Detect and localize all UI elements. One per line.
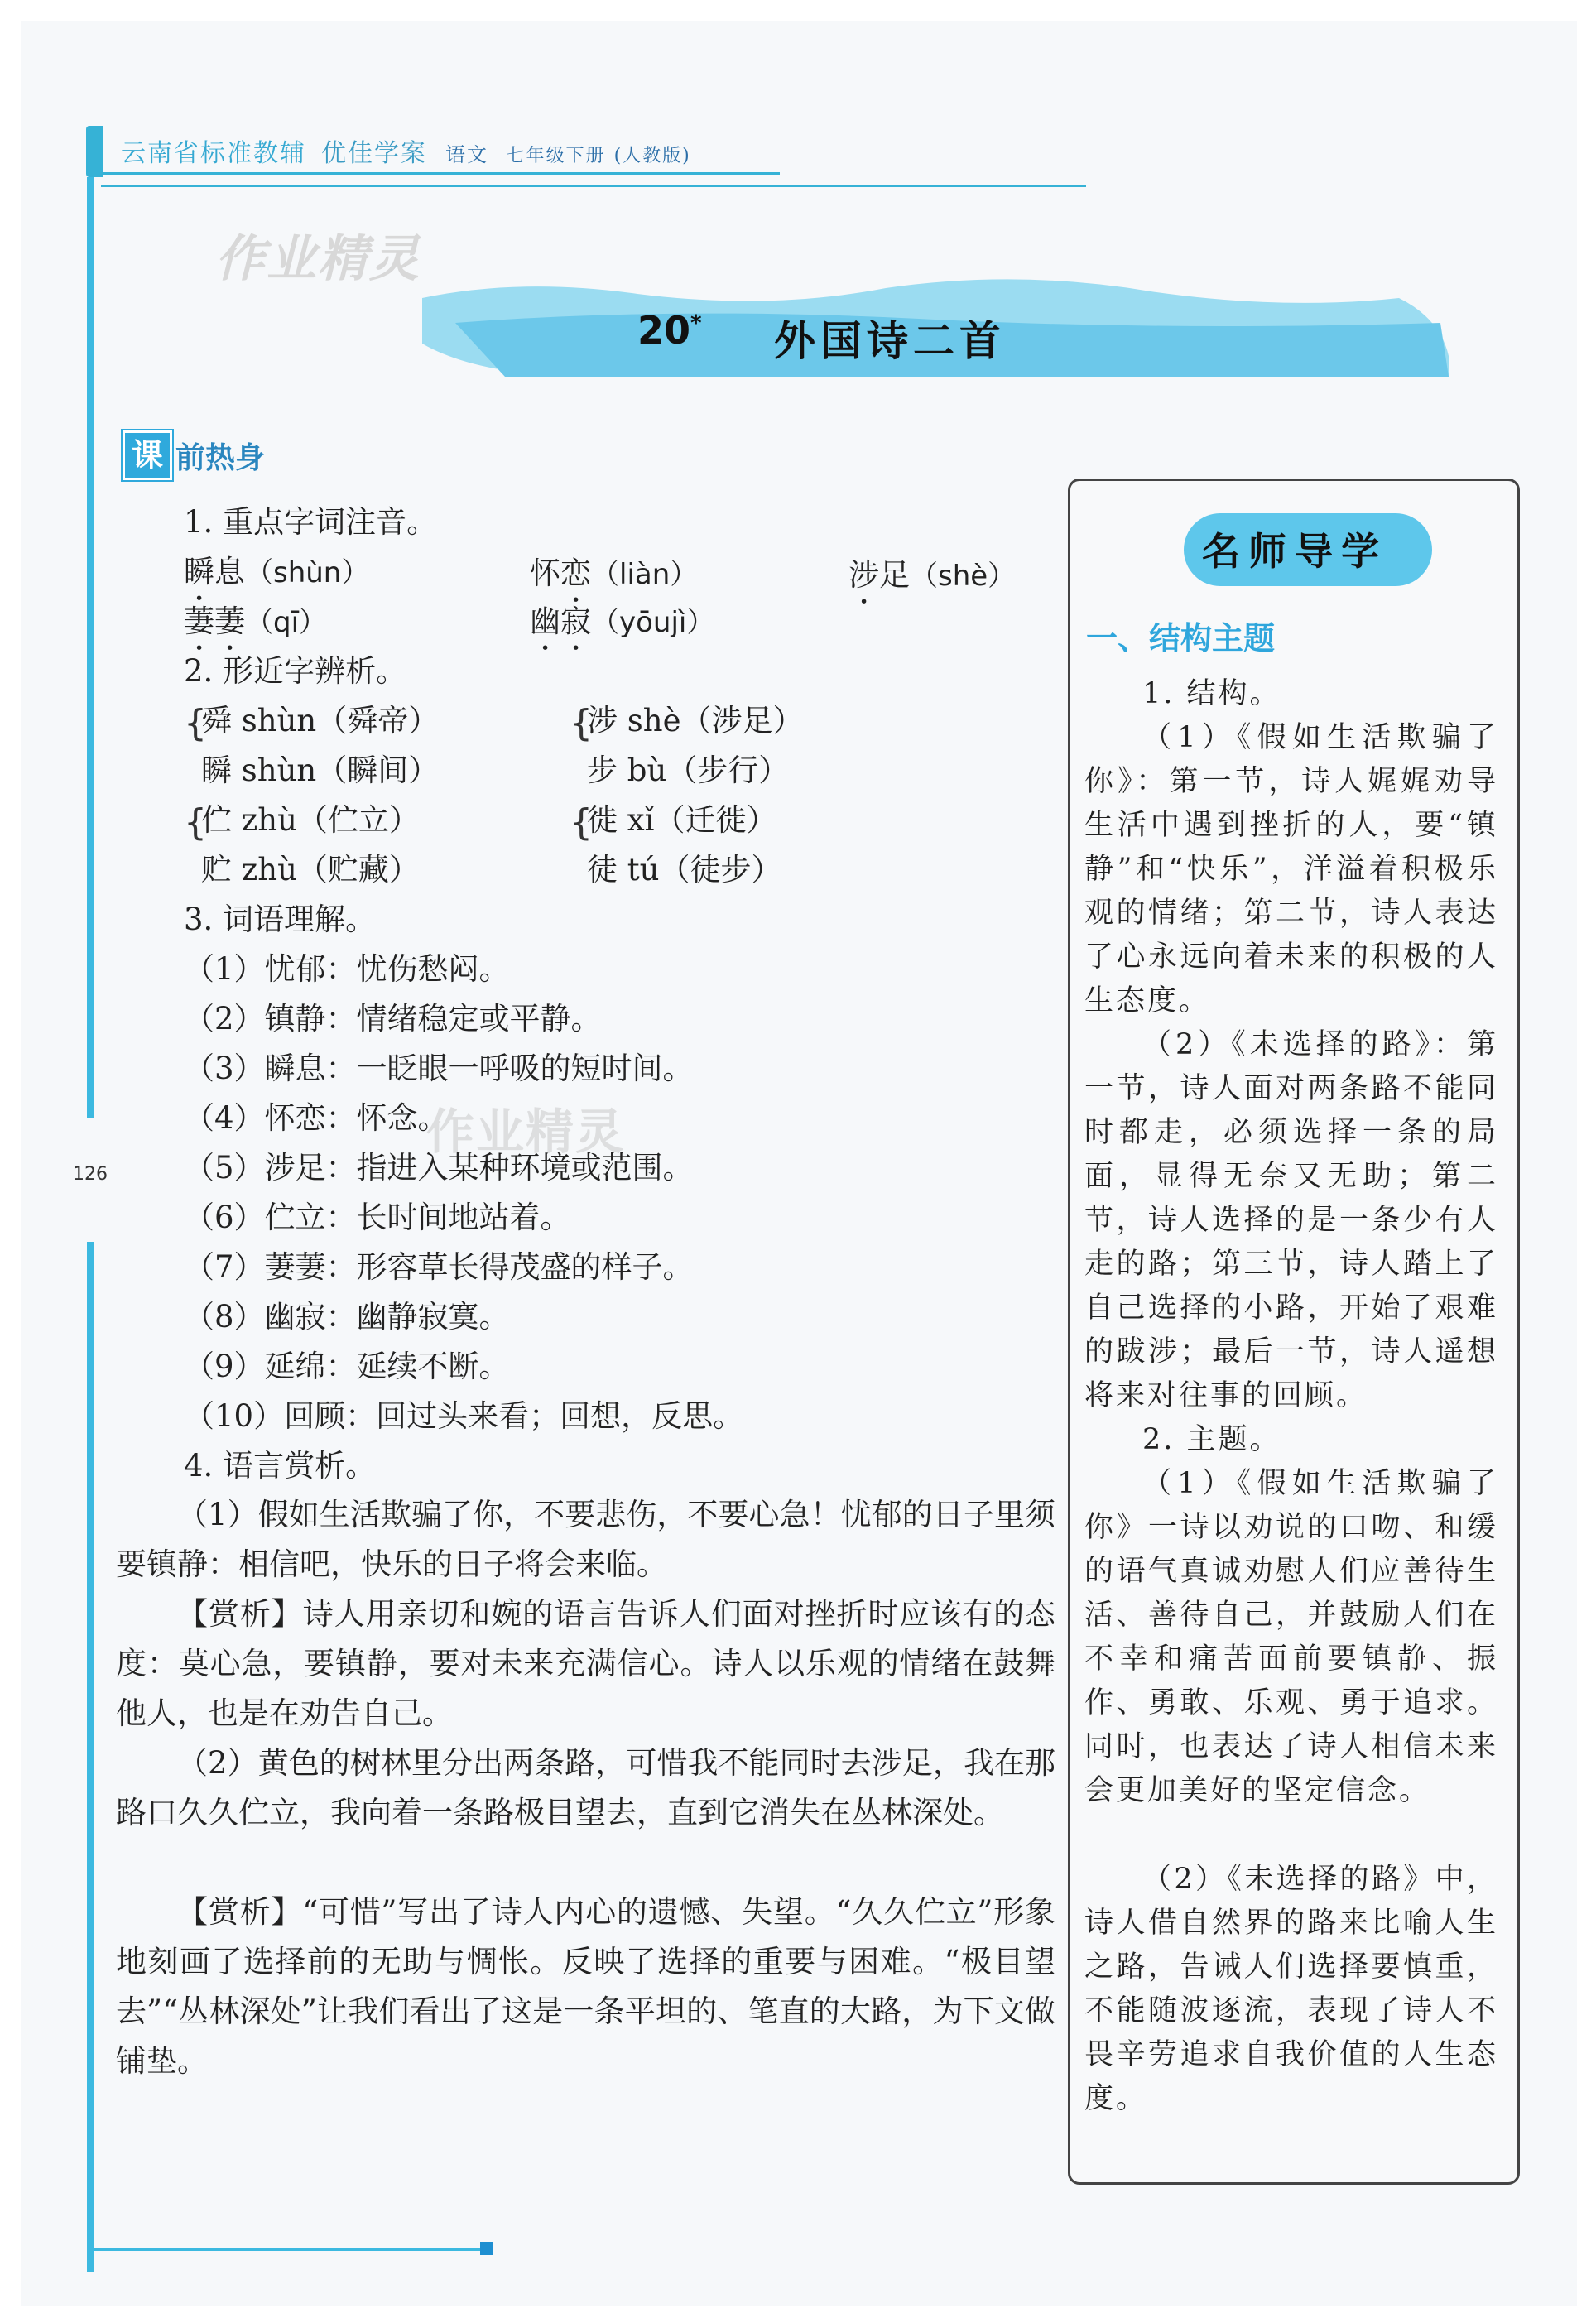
brace-icon: { [570,801,593,844]
panel-paragraph: （2）《未选择的路》中，诗人借自然界的路来比喻人生之路，告诫人们选择要慎重，不能随波逐流，表现了诗人不畏辛劳追求自我价值的人生态度。 [1084,1863,1498,2115]
q2-pair-item: 步 bù（步行） [587,753,790,788]
header-edition: (人教版) [613,146,691,166]
q3-item: （7）萋萋：形容草长得茂盛的样子。 [184,1249,694,1285]
footer-square [480,2242,493,2255]
watermark-logo: 作业精灵 [215,230,421,288]
q2-pair-item: 徒 tú（徒步） [587,852,782,887]
q3-item: （8）幽寂：幽静寂寞。 [184,1299,510,1335]
poem-excerpt-1: （1）假如生活欺骗了你，不要悲伤，不要心急！忧郁的日子里须要镇静：相信吧，快乐的日子将会来临。 [116,1497,1055,1582]
q3-item: （4）怀恋：怀念。 [184,1100,449,1136]
poem-excerpt-2: （2）黄色的树林里分出两条路，可惜我不能同时去涉足，我在那路口久久伫立，我向着一条路极目望去，直到它消失在丛林深处。 [116,1745,1055,1830]
footer-rule [94,2248,483,2251]
panel-subheading: 1. 结构。 [1142,677,1281,710]
running-header [121,132,691,169]
q1-item: 幽寂（yōujì） [530,604,715,639]
lesson-number: 20* [637,308,702,353]
section-label: 前热身 [175,441,266,475]
header-brand: 优佳学案 [321,139,427,168]
analysis-1: 【赏析】诗人用亲切和婉的语言告诉人们面对挫折时应该有的态度：莫心急，要镇静，要对未来充满信心。诗人以乐观的情绪在鼓舞他人，也是在劝告自己。 [116,1596,1055,1731]
q1-item: 涉足（shè） [848,557,1017,593]
header-rule [101,172,780,175]
header-rule-long [101,185,1086,187]
panel-subheading: 2. 主题。 [1142,1423,1281,1456]
header-series: 云南省标准教辅 [121,139,306,168]
q2-pair-item: 涉 shè（涉足） [587,703,804,738]
q2-pair-item: 贮 zhù（贮藏） [201,852,420,887]
q3-item: （6）伫立：长时间地站着。 [184,1200,571,1235]
analysis-2: 【赏析】“可惜”写出了诗人内心的遗憾、失望。“久久伫立”形象地刻画了选择前的无助与惆怅。反映了选择的重要与困难。“极目望去”“丛林深处”让我们看出了这是一条平坦的、笔直的大路，为下文做铺垫。 [116,1894,1055,2079]
header-subject: 语文 [445,143,488,166]
q1-heading: 1. 重点字词注音。 [184,504,438,540]
q1-item: 怀恋（liàn） [530,556,699,591]
q2-pair-item: 瞬 shùn（瞬间） [201,753,440,788]
q3-item: （10）回顾：回过头来看；回想，反思。 [184,1398,744,1434]
q1-item: 萋萋（qī） [184,604,328,639]
q3-item: （1）忧郁：忧伤愁闷。 [184,951,510,987]
panel-paragraph: （1）《假如生活欺骗了你》一诗以劝说的口吻、和缓的语气真诚劝慰人们应善待生活、善待自己，并鼓励人们在不幸和痛苦面前要镇静、振作、勇敢、乐观、勇于追求。同时，也表达了诗人相信未来会更加美好的坚定信念。 [1084,1467,1498,1807]
brace-icon: { [184,702,207,744]
q2-heading: 2. 形近字辨析。 [184,653,407,689]
q2-pair-item: 伫 zhù（伫立） [201,802,420,838]
q3-item: （5）涉足：指进入某种环境或范围。 [184,1150,694,1186]
panel-paragraph: （1）《假如生活欺骗了你》：第一节，诗人娓娓劝导生活中遇到挫折的人，要“镇静”和“快乐”，洋溢着积极乐观的情绪；第二节，诗人表达了心永远向着未来的积极的人生态度。 [1084,721,1498,1017]
panel-title: 名师导学 [1202,529,1387,574]
panel-paragraph: （2）《未选择的路》：第一节，诗人面对两条路不能同时都走，必须选择一条的局面，显得无奈又无助；第二节，诗人选择的是一条少有人走的路；第三节，诗人踏上了自己选择的小路，开始了艰难的跋涉；最后一节，诗人遥想将来对往事的回顾。 [1084,1028,1498,1412]
lesson-title: 外国诗二首 [774,317,1006,365]
page-number: 126 [73,1164,108,1185]
q4-heading: 4. 语言赏析。 [184,1448,377,1484]
watermark-logo: 作业精灵 [426,1104,626,1160]
section-icon: 课 [123,430,172,480]
q3-heading: 3. 词语理解。 [184,902,377,937]
header-accent-bar [86,126,103,177]
q2-pair-item: 徙 xǐ（迁徙） [587,802,777,838]
header-grade: 七年级下册 [506,146,606,166]
q3-item: （3）瞬息：一眨眼一呼吸的短时间。 [184,1051,694,1086]
q1-item: 瞬息（shùn） [184,554,370,589]
q3-item: （2）镇静：情绪稳定或平静。 [184,1001,602,1036]
brace-icon: { [184,801,207,844]
q3-item: （9）延绵：延续不断。 [184,1349,510,1384]
panel-heading: 一、结构主题 [1086,620,1276,656]
brace-icon: { [570,702,593,744]
q2-pair-item: 舜 shùn（舜帝） [201,703,440,738]
